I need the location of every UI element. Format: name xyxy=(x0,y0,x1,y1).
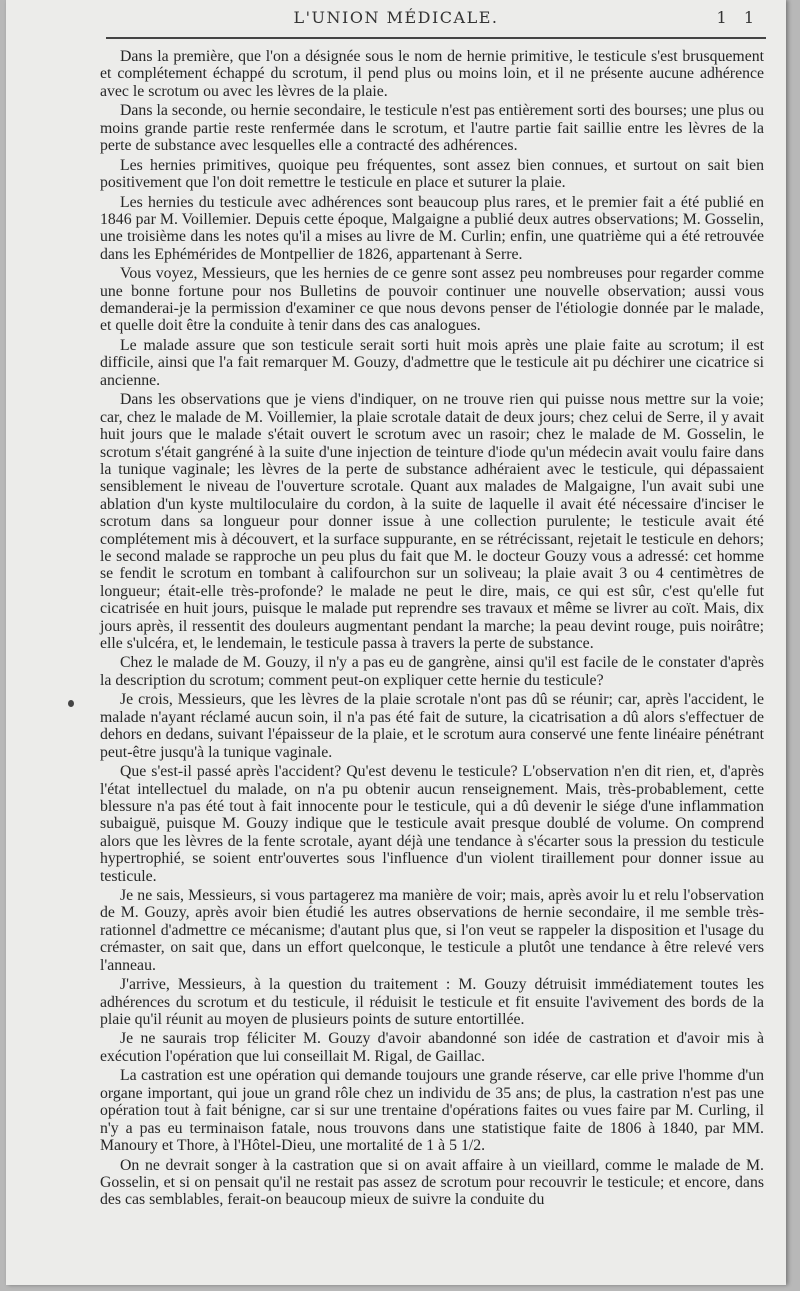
paragraph: On ne devrait songer à la castration que si on avait affaire à un vieillard, comme le malade de M. Gosselin, et si on pensait qu'il ne restait pas assez de scrotum pour recouvrir le testicule; et encore, dans des cas semblables, ferait-on beaucoup mieux de suivre la conduite du xyxy=(100,1156,764,1209)
paragraph: Chez le malade de M. Gouzy, il n'y a pas eu de gangrène, ainsi qu'il est facile de le constater d'après la description du scrotum; comment peut-on expliquer cette hernie du testicule? xyxy=(100,654,764,689)
paragraph: Le malade assure que son testicule serait sorti huit mois après une plaie faite au scrotum; il est difficile, ainsi que l'a fait remarquer M. Gouzy, d'admettre que le testicule ait pu déchirer une cicatrice si ancienne. xyxy=(100,336,764,389)
paragraph: La castration est une opération qui demande toujours une grande réserve, car elle prive l'homme d'un organe important, qui joue un grand rôle chez un individu de 35 ans; de plus, la castration n'est pas une opération tout à fait bénigne, car si sur une trentaine d'opérations faites ou vues faire par M. Curling, il n'y a pas eu terminaison fatale, nous trouvons dans une statistique faite de 1806 à 1840, par MM. Manoury et Thore, à l'Hôtel-Dieu, une mortalité de 1 à 5 1/2. xyxy=(100,1067,764,1154)
margin-mark xyxy=(68,700,74,707)
paragraph: Je ne sais, Messieurs, si vous partagerez ma manière de voir; mais, après avoir lu et relu l'observation de M. Gouzy, après avoir bien étudié les autres observations de hernie secondaire, il me semble très-rationnel d'admettre ce mécanisme; d'autant plus que, si l'on veut se rappeler la disposition et l'usage du crémaster, on sait que, dans un effort quelconque, le testicule a plutôt une tendance à être relevé vers l'anneau. xyxy=(100,887,764,974)
paragraph: Que s'est-il passé après l'accident? Qu'est devenu le testicule? L'observation n'en dit rien, et, d'après l'état intellectuel du malade, on n'a pu obtenir aucun renseignement. Mais, très-probablement, cette blessure n'a pas été tout à fait innocente pour le testicule, qui a dû devenir le siége d'une inflammation subaiguë, puisque M. Gouzy indique que le testicule avait presque doublé de volume. On comprend alors que les lèvres de la fente scrotale, ayant déjà une tendance à s'écarter sous la pression du testicule hypertrophié, se soient entr'ouvertes sous l'influence d'un violent tiraillement pour donner issue au testicule. xyxy=(100,763,764,885)
paragraph: Dans les observations que je viens d'indiquer, on ne trouve rien qui puisse nous mettre sur la voie; car, chez le malade de M. Voillemier, la plaie scrotale datait de deux jours; chez celui de Serre, il y avait huit jours que le malade s'était ouvert le scrotum avec un rasoir; chez le malade de M. Gosselin, le scrotum s'était gangréné à la suite d'une injection de teinture d'iode qu'un médecin avait voulu faire dans la tunique vaginale; les lèvres de la perte de substance adhéraient avec le testicule, qui dépassaient sensiblement le niveau de l'ouverture scrotale. Quant aux malades de Malgaigne, l'un avait subi une ablation d'un kyste multiloculaire du cordon, à la suite de laquelle il avait été nécessaire d'inciser le scrotum dans sa longueur pour donner issue à une collection purulente; le testicule avait été complétement mis à découvert, et la surface suppurante, en se rétrécissant, rejetait le testicule en dehors; le second malade se rapproche un peu plus du fait que M. le docteur Gouzy vous a adressé: cet homme se fendit le scrotum en tombant à califourchon sur un soliveau; la plaie avait 3 ou 4 centimètres de longueur; était-elle très-profonde? le malade ne peut le dire, mais, ce qui est sûr, c'est qu'elle fut cicatrisée en huit jours, puisque le malade put reprendre ses travaux et même se livrer au coït. Mais, dix jours après, il ressentit des douleurs augmentant pendant la marche; la peau devint rouge, puis noirâtre; elle s'ulcéra, et, le lendemain, le testicule passa à travers la perte de substance. xyxy=(100,391,764,652)
paragraph: Les hernies primitives, quoique peu fréquentes, sont assez bien connues, et surtout on sait bien positivement que l'on doit remettre le testicule en place et suturer la plaie. xyxy=(100,156,764,192)
paragraph: Je crois, Messieurs, que les lèvres de la plaie scrotale n'ont pas dû se réunir; car, après l'accident, le malade n'ayant réclamé aucun soin, il n'a pas été fait de suture, la cicatrisation a dû alors s'effectuer de dehors en dedans, suivant l'épaisseur de la plaie, et le scrotum aura conservé une fente linéaire pénétrant peut-être jusqu'à la tunique vaginale. xyxy=(100,691,764,761)
page xyxy=(6,0,786,1285)
running-header xyxy=(6,8,786,30)
article-body xyxy=(100,48,764,1211)
paragraph: J'arrive, Messieurs, à la question du traitement : M. Gouzy détruisit immédiatement toutes les adhérences du scrotum et du testicule, il réduisit le testicule et fit ensuite l'avivement des bords de la plaie qu'il réunit au moyen de plusieurs points de suture entortillée. xyxy=(100,976,764,1028)
paragraph: Vous voyez, Messieurs, que les hernies de ce genre sont assez peu nombreuses pour regarder comme une bonne fortune pour nos Bulletins de pouvoir continuer une nouvelle observation; aussi vous demanderai-je la permission d'examiner ce que nous devons penser de l'étiologie donnée par le malade, et quelle doit être la conduite à tenir dans des cas analogues. xyxy=(100,265,764,335)
paragraph: Je ne saurais trop féliciter M. Gouzy d'avoir abandonné son idée de castration et d'avoir mis à exécution l'opération que lui conseillait M. Rigal, de Gaillac. xyxy=(100,1030,764,1065)
journal-title: L'UNION MÉDICALE. xyxy=(293,8,499,27)
paragraph: Les hernies du testicule avec adhérences sont beaucoup plus rares, et le premier fait a été publié en 1846 par M. Voillemier. Depuis cette époque, Malgaigne a publié deux autres observations; M. Gosselin, une troisième dans les notes qu'il a mises au livre de M. Curlin; enfin, une quatrième qui a été retrouvée dans les Ephémérides de Montpellier de 1826, appartenant à Serre. xyxy=(100,193,764,263)
header-rule xyxy=(106,37,766,39)
paragraph: Dans la seconde, ou hernie secondaire, le testicule n'est pas entièrement sorti des bourses; une plus ou moins grande partie reste renfermée dans le scrotum, et l'autre partie fait saillie entre les lèvres de la perte de substance avec lesquelles elle a contracté des adhérences. xyxy=(100,102,764,155)
paragraph: Dans la première, que l'on a désignée sous le nom de hernie primitive, le testicule s'est brusquement et complétement échappé du scrotum, il pend plus ou moins loin, et il ne présente aucune adhérence avec le scrotum ou avec les lèvres de la plaie. xyxy=(100,48,764,100)
page-number: 1 1 xyxy=(716,8,760,27)
